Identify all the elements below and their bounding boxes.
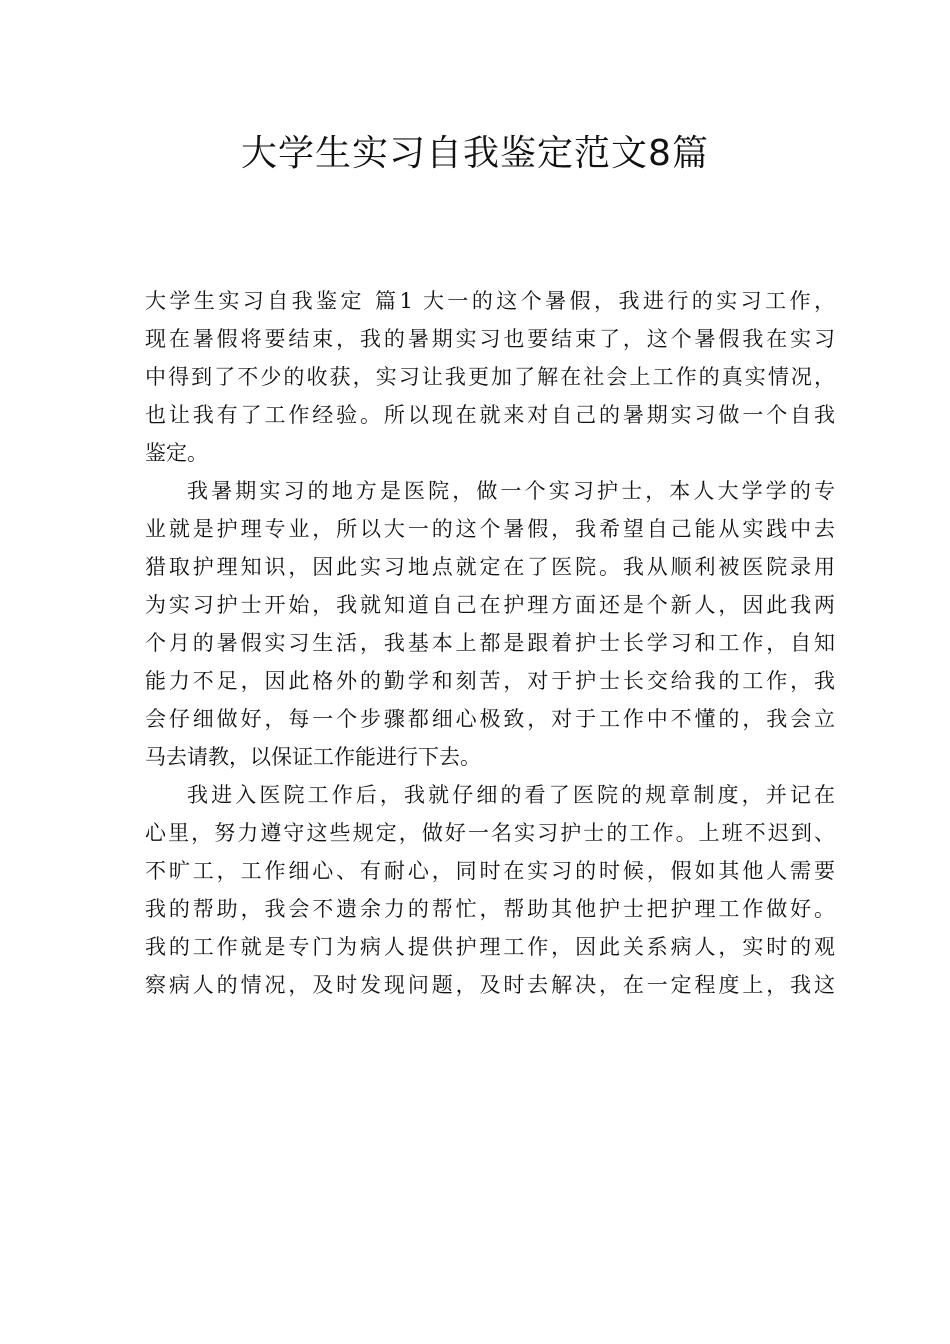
text-line: 察病人的情况，及时发现问题，及时去解决，在一定程度上，我这	[145, 973, 835, 997]
text-line: 个月的暑假实习生活，我基本上都是跟着护士长学习和工作，自知	[145, 631, 835, 655]
text-line: 大学生实习自我鉴定 篇1 大一的这个暑假，我进行的实习工作，	[145, 289, 835, 313]
text-line: 也让我有了工作经验。所以现在就来对自己的暑期实习做一个自我	[145, 403, 835, 427]
text-line: 中得到了不少的收获，实习让我更加了解在社会上工作的真实情况，	[145, 365, 835, 389]
text-line: 猎取护理知识，因此实习地点就定在了医院。我从顺利被医院录用	[145, 555, 835, 579]
text-line: 我暑期实习的地方是医院，做一个实习护士，本人大学学的专	[187, 479, 835, 503]
text-line: 我的帮助，我会不遗余力的帮忙，帮助其他护士把护理工作做好。	[145, 897, 835, 921]
text-line: 我的工作就是专门为病人提供护理工作，因此关系病人，实时的观	[145, 935, 835, 959]
text-line: 为实习护士开始，我就知道自己在护理方面还是个新人，因此我两	[145, 593, 835, 617]
text-line: 业就是护理专业，所以大一的这个暑假，我希望自己能从实践中去	[145, 517, 835, 541]
text-line: 不旷工，工作细心、有耐心，同时在实习的时候，假如其他人需要	[145, 859, 835, 883]
text-line: 马去请教，以保证工作能进行下去。	[145, 745, 481, 769]
text-line: 会仔细做好，每一个步骤都细心极致，对于工作中不懂的，我会立	[145, 707, 835, 731]
document-body	[145, 282, 835, 1004]
paragraph-1	[145, 282, 835, 472]
paragraph-2	[145, 472, 835, 776]
text-line: 鉴定。	[145, 441, 208, 465]
paragraph-3	[145, 776, 835, 1004]
document-title: 大学生实习自我鉴定范文8篇	[241, 133, 709, 174]
text-line: 心里，努力遵守这些规定，做好一名实习护士的工作。上班不迟到、	[145, 821, 835, 845]
text-line: 能力不足，因此格外的勤学和刻苦，对于护士长交给我的工作，我	[145, 669, 835, 693]
text-line: 我进入医院工作后，我就仔细的看了医院的规章制度，并记在	[187, 783, 835, 807]
text-line: 现在暑假将要结束，我的暑期实习也要结束了，这个暑假我在实习	[145, 327, 835, 351]
